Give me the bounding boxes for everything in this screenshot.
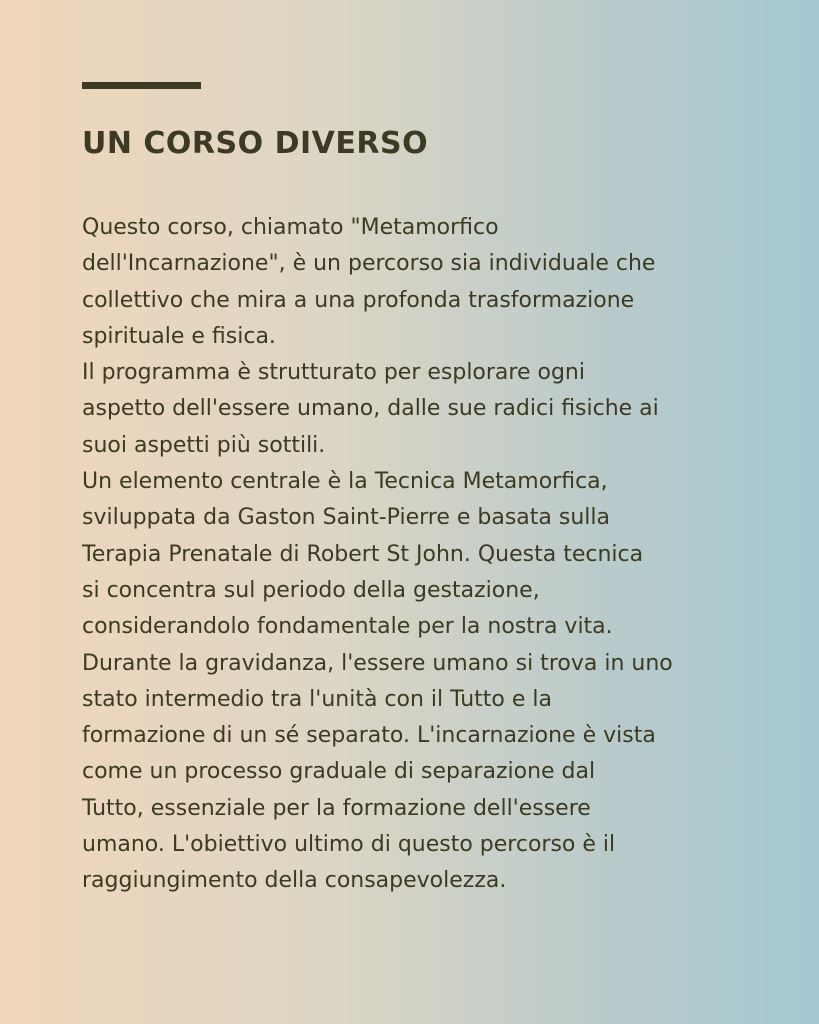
body-text bbox=[82, 210, 782, 900]
accent-bar bbox=[82, 82, 201, 89]
body-line: aspetto dell'essere umano, dalle sue radici fisiche ai bbox=[82, 396, 659, 422]
body-line: stato intermedio tra l'unità con il Tutto e la bbox=[82, 686, 553, 712]
body-line: Questo corso, chiamato "Metamorfico bbox=[82, 215, 499, 240]
body-line: spirituale e fisica. bbox=[82, 323, 276, 349]
body-line: formazione di un sé separato. L'incarnazione è vista bbox=[82, 723, 656, 749]
body-line: sviluppata da Gaston Saint-Pierre e basata sulla bbox=[82, 505, 610, 531]
body-line: collettivo che mira a una profonda trasformazione bbox=[82, 287, 635, 313]
body-line: umano. L'obiettivo ultimo di questo percorso è il bbox=[82, 832, 616, 858]
body-line: Un elemento centrale è la Tecnica Metamorfica, bbox=[82, 469, 608, 495]
body-line: considerandolo fondamentale per la nostra vita. bbox=[82, 614, 613, 640]
body-line: suoi aspetti più sottili. bbox=[82, 432, 326, 458]
page-title: UN CORSO DIVERSO bbox=[82, 126, 429, 161]
body-line: come un processo graduale di separazione dal bbox=[82, 759, 596, 785]
body-line: Terapia Prenatale di Robert St John. Questa tecnica bbox=[82, 541, 644, 567]
body-line: si concentra sul periodo della gestazione, bbox=[82, 577, 540, 603]
body-line: Il programma è strutturato per esplorare ogni bbox=[82, 360, 585, 386]
body-line: Tutto, essenziale per la formazione dell'essere bbox=[82, 795, 591, 821]
body-line: dell'Incarnazione", è un percorso sia individuale che bbox=[82, 251, 656, 277]
body-line: raggiungimento della consapevolezza. bbox=[82, 868, 507, 894]
body-line: Durante la gravidanza, l'essere umano si trova in uno bbox=[82, 650, 673, 676]
